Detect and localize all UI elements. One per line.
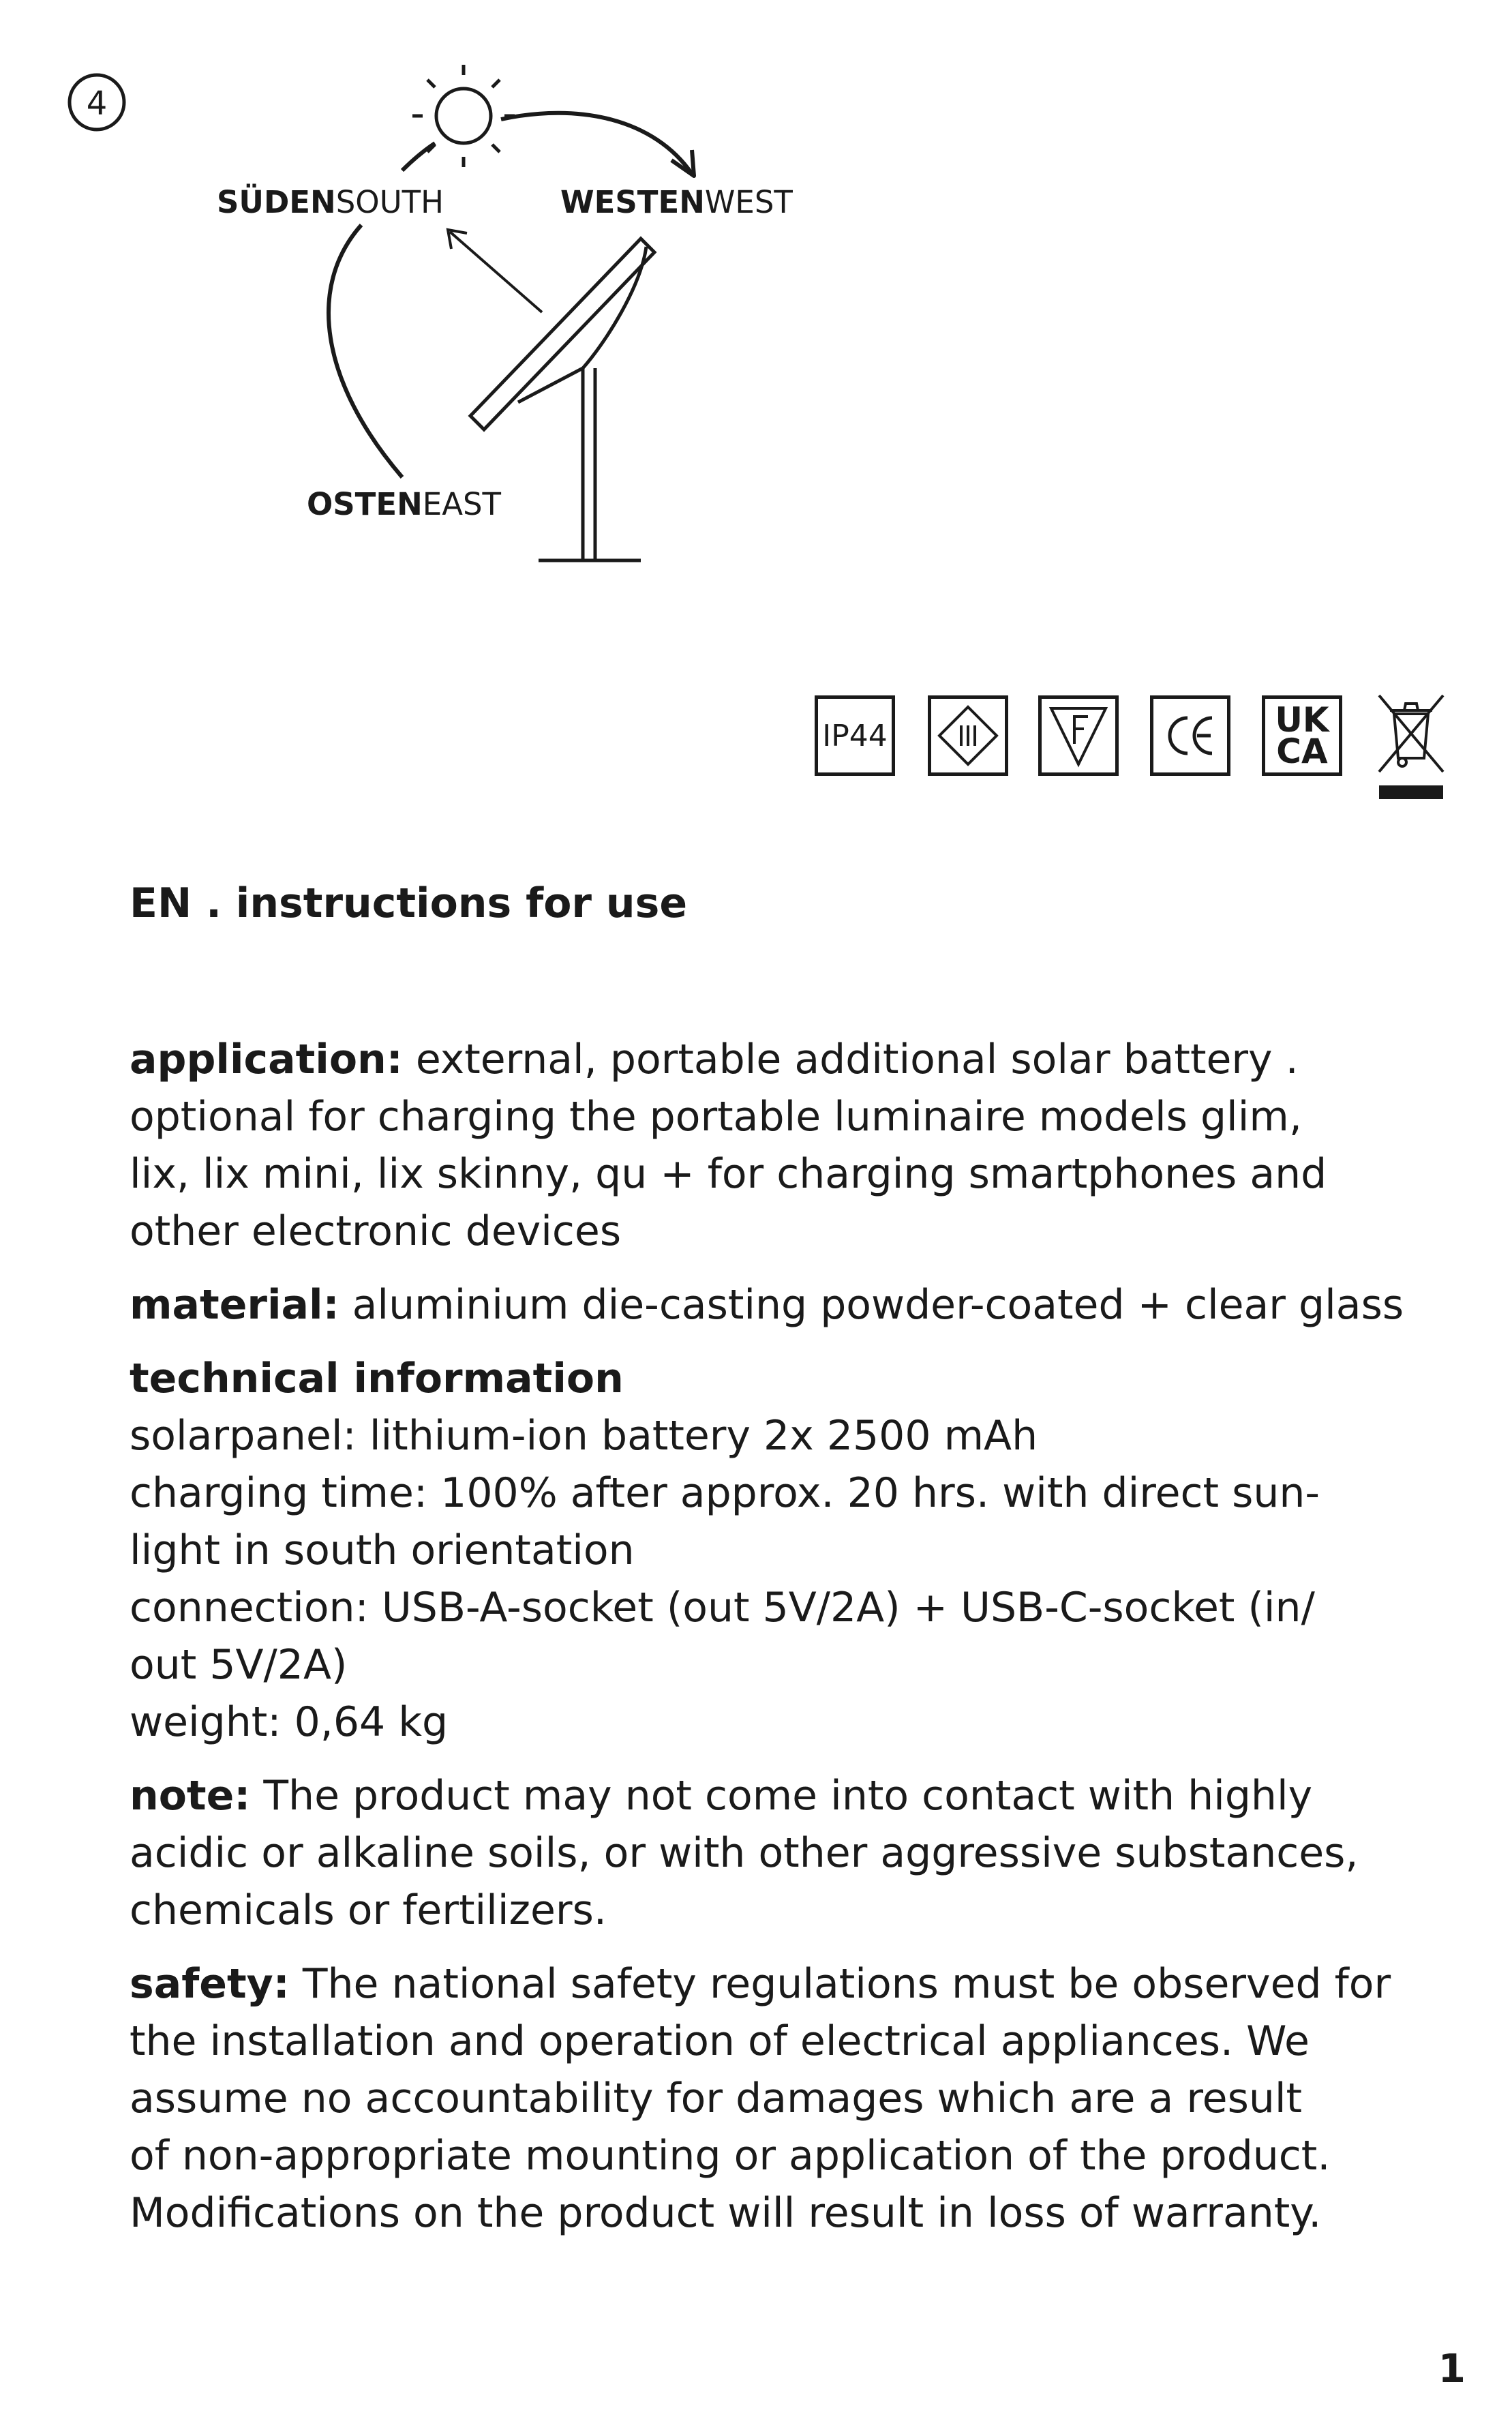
safety-line-1: the installation and operation of electrical appliances. We [130, 2017, 1310, 2065]
page-number: 1 [1438, 2345, 1466, 2392]
note-line-1: acidic or alkaline soils, or with other aggressive substances, [130, 1829, 1359, 1877]
certification-symbols [815, 695, 1469, 818]
technical-line-2: light in south orientation [130, 1527, 635, 1574]
technical-line-1: charging time: 100% after approx. 20 hrs. with direct sun- [130, 1469, 1320, 1517]
section-safety [130, 1955, 1466, 2242]
ip44-label: IP44 [822, 718, 888, 753]
label-west-en: WEST [704, 184, 793, 220]
svg-text:OSTENEAST [307, 486, 502, 522]
sun-path-arc-sun-west [501, 113, 692, 174]
safety-line-3: of non-appropriate mounting or application of the product. [130, 2132, 1331, 2180]
technical-label: technical information [130, 1355, 624, 1402]
label-east-en: EAST [422, 486, 502, 522]
figure-number: 4 [86, 85, 108, 123]
application-line-0: external, portable additional solar battery . [402, 1036, 1299, 1083]
safety-line-4: Modifications on the product will result in loss of warranty. [130, 2189, 1322, 2237]
orientation-diagram [0, 0, 886, 600]
application-line-3: other electronic devices [130, 1207, 622, 1255]
label-south-de: SÜDEN [217, 184, 336, 220]
svg-text:WESTENWEST [560, 184, 793, 220]
ip44-symbol [815, 695, 895, 776]
note-label: note: [130, 1772, 251, 1820]
label-west-de: WESTEN [560, 184, 705, 220]
application-line-1: optional for charging the portable luminaire models glim, [130, 1093, 1302, 1141]
safety-line-0: The national safety regulations must be observed for [289, 1960, 1391, 2008]
material-label: material: [130, 1281, 339, 1329]
instructions-body [130, 1031, 1466, 2258]
technical-line-5: weight: 0,64 kg [130, 1698, 449, 1746]
f-mark-icon [1038, 695, 1119, 776]
svg-text:SÜDENSOUTH [217, 184, 444, 220]
section-note [130, 1767, 1466, 1939]
instructions-heading: EN . instructions for use [130, 879, 688, 927]
label-east-de: OSTEN [307, 486, 423, 522]
sun-path-arc-east-south [329, 225, 402, 477]
section-application [130, 1031, 1466, 1260]
note-line-0: The product may not come into contact with highly [250, 1772, 1313, 1820]
section-material [130, 1276, 1466, 1334]
sun-icon [412, 65, 515, 167]
protection-class-iii-icon [928, 695, 1008, 776]
label-south-en: SOUTH [335, 184, 444, 220]
note-line-2: chemicals or fertilizers. [130, 1886, 607, 1934]
safety-label: safety: [130, 1960, 290, 2008]
technical-line-4: out 5V/2A) [130, 1641, 348, 1689]
ukca-bottom: CA [1276, 732, 1328, 771]
ukca-top: UK [1275, 700, 1329, 740]
ce-mark-icon [1150, 695, 1230, 776]
weee-crossed-bin-icon [1374, 690, 1449, 806]
material-line-0: aluminium die-casting powder-coated + clear glass [339, 1281, 1404, 1329]
application-label: application: [130, 1036, 403, 1083]
ukca-mark-icon [1262, 695, 1342, 776]
panel-direction-arrow [450, 232, 542, 312]
safety-line-2: assume no accountability for damages which are a result [130, 2075, 1303, 2122]
application-line-2: lix, lix mini, lix skinny, qu + for charging smartphones and [130, 1150, 1327, 1198]
sun-path-arc-south-sun [402, 143, 435, 170]
technical-line-0: solarpanel: lithium-ion battery 2x 2500 mAh [130, 1412, 1038, 1460]
technical-line-3: connection: USB-A-socket (out 5V/2A) + USB-C-socket (in/ [130, 1584, 1315, 1631]
section-technical [130, 1350, 1466, 1751]
